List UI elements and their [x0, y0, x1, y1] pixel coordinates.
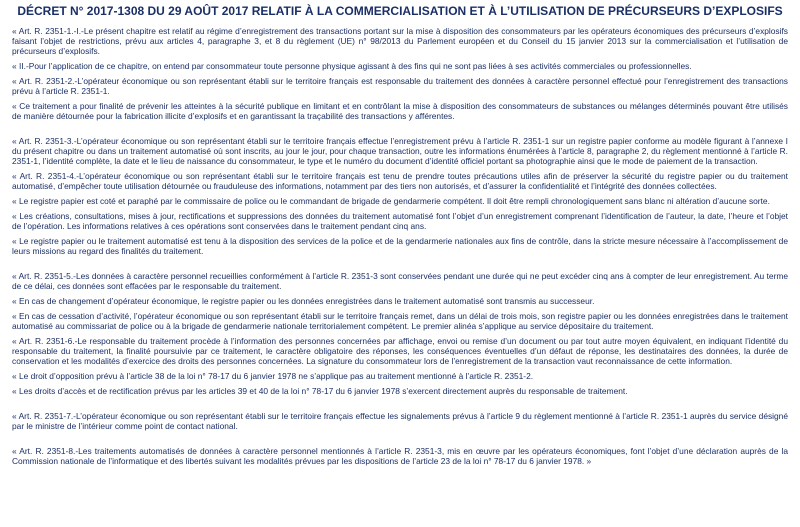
paragraph-art-2351-2-purpose: « Ce traitement a pour finalité de prévenir les atteintes à la sécurité publique en limitant et en contrôlant la mise à disposition des consommateurs de substances ou mélanges déterminés pouvant être utilisés de manière détournée pour la fabrication illicite d’explosifs et en garantissant la traçabilité des transactions y afférentes.: [12, 101, 788, 121]
paragraph-art-2351-5-cessation: « En cas de cessation d’activité, l’opérateur économique ou son représentant établi sur le territoire français remet, dans un délai de trois mois, son registre papier ou les données enregistrées dans le traitement automatisé au commissariat de police ou à la brigade de gendarmerie nationale territorialement compétent. Le premier alinéa s’applique au service dépositaire du traitement.: [12, 311, 788, 331]
paragraph-art-2351-3: « Art. R. 2351-3.-L’opérateur économique ou son représentant établi sur le territoire français effectue l’enregistrement prévu à l’article R. 2351-1 sur un registre papier conforme au modèle figurant à l’annexe I du présent chapitre ou dans un traitement automatisé où sont inscrits, au jour le jour, pour chaque transaction, outre les informations énumérées à l’article 8, paragraphe 2, du règlement mentionné à l’article R. 2351-1, l’identité complète, la date et le lieu de naissance du consommateur, le type et le numéro du document d’identité officiel portant sa photographie ainsi que le mode de paiement de la transaction.: [12, 136, 788, 166]
paragraph-art-2351-5-successor: « En cas de changement d’opérateur économique, le registre papier ou les données enregistrées dans le traitement automatisé sont transmis au successeur.: [12, 296, 595, 306]
paragraph-art-2351-1-i: « Art. R. 2351-1.-I.-Le présent chapitre est relatif au régime d’enregistrement des transactions portant sur la mise à disposition des consommateurs par les opérateurs économiques des précurseurs d’explosifs faisant l’objet de restrictions, prévu aux articles 4, paragraphe 3, et 8 du règlement (UE) n° 98/2013 du Parlement européen et du Conseil du 15 janvier 2013 sur la commercialisation et l’utilisation de précurseurs d’explosifs.: [12, 26, 788, 56]
document-title: DÉCRET N° 2017-1308 DU 29 AOÛT 2017 RELATIF À LA COMMERCIALISATION ET À L’UTILISATION DE PRÉCURSEURS D’EXPLOSIFS: [17, 4, 783, 18]
paragraph-art-2351-6: « Art. R. 2351-6.-Le responsable du traitement procède à l’information des personnes concernées par affichage, envoi ou remise d’un document ou par tout autre moyen équivalent, en indiquant l’identité du responsable du traitement, la finalité poursuivie par ce traitement, le caractère obligatoire des réponses, les conséquences éventuelles d’un défaut de réponse, les destinataires des données, la durée de conservation et les modalités d’exercice des droits des personnes concernées. La signature du consommateur lors de l’enregistrement de la transaction vaut reconnaissance de cette information.: [12, 336, 788, 366]
paragraph-art-2351-5: « Art. R. 2351-5.-Les données à caractère personnel recueillies conformément à l’article R. 2351-3 sont conservées pendant une durée qui ne peut excéder cinq ans à compter de leur enregistrement. Au terme de ce délai, ces données sont effacées par le responsable du traitement.: [12, 271, 788, 291]
paragraph-art-2351-4: « Art. R. 2351-4.-L’opérateur économique ou son représentant établi sur le territoire français est tenu de prendre toutes précautions utiles afin de préserver la sécurité du registre papier ou du traitement automatisé, d’empêcher toute utilisation détournée ou frauduleuse des informations, notamment par des tiers non autorisés, et d’assurer la confidentialité et l’intégrité des données collectées.: [12, 171, 788, 191]
spacer: [12, 396, 788, 411]
paragraph-art-2351-2: « Art. R. 2351-2.-L’opérateur économique ou son représentant établi sur le territoire français est responsable du traitement des données à caractère personnel effectué pour l’enregistrement des transactions prévu à l’article R. 2351-1.: [12, 76, 788, 96]
paragraph-art-2351-4-logging: « Les créations, consultations, mises à jour, rectifications et suppressions des données du traitement automatisé font l’objet d’un enregistrement comprenant l’identification de l’auteur, la date, l’heure et l’objet de l’opération. Les informations relatives à ces opérations sont conservées dans le traitement pendant cinq ans.: [12, 211, 788, 231]
spacer: [12, 431, 788, 446]
paragraph-art-2351-4-register: « Le registre papier est coté et paraphé par le commissaire de police ou le commandant de brigade de gendarmerie compétent. Il doit être rempli chronologiquement sans blanc ni altération d’aucune sorte.: [12, 196, 770, 206]
paragraph-art-2351-7: « Art. R. 2351-7.-L’opérateur économique ou son représentant établi sur le territoire français effectue les signalements prévus à l’article 9 du règlement mentionné à l’article R. 2351-1 auprès du service désigné par le ministre de l’intérieur comme point de contact national.: [12, 411, 788, 431]
paragraph-art-2351-1-ii: « II.-Pour l’application de ce chapitre, on entend par consommateur toute personne physique agissant à des fins qui ne sont pas liées à ses activités commerciales ou professionnelles.: [12, 61, 692, 71]
paragraph-art-2351-6-opposition: « Le droit d’opposition prévu à l’article 38 de la loi n° 78-17 du 6 janvier 1978 ne s’applique pas au traitement mentionné à l’article R. 2351-2.: [12, 371, 534, 381]
paragraph-art-2351-8: « Art. R. 2351-8.-Les traitements automatisés de données à caractère personnel mentionnés à l’article R. 2351-3, mis en œuvre par les opérateurs économiques, font l’objet d’une déclaration auprès de la Commission nationale de l’informatique et des libertés suivant les modalités prévues par les dispositions de l’article 23 de la loi n° 78-17 du 6 janvier 1978. »: [12, 446, 788, 466]
spacer: [12, 121, 788, 136]
paragraph-art-2351-6-access: « Les droits d’accès et de rectification prévus par les articles 39 et 40 de la loi n° 78-17 du 6 janvier 1978 s’exercent directement auprès du responsable de traitement.: [12, 386, 628, 396]
spacer: [12, 256, 788, 271]
paragraph-art-2351-4-availability: « Le registre papier ou le traitement automatisé est tenu à la disposition des services de la police et de la gendarmerie nationales aux fins de contrôle, dans la stricte mesure nécessaire à l’accomplissement de leurs missions au regard des finalités du traitement.: [12, 236, 788, 256]
